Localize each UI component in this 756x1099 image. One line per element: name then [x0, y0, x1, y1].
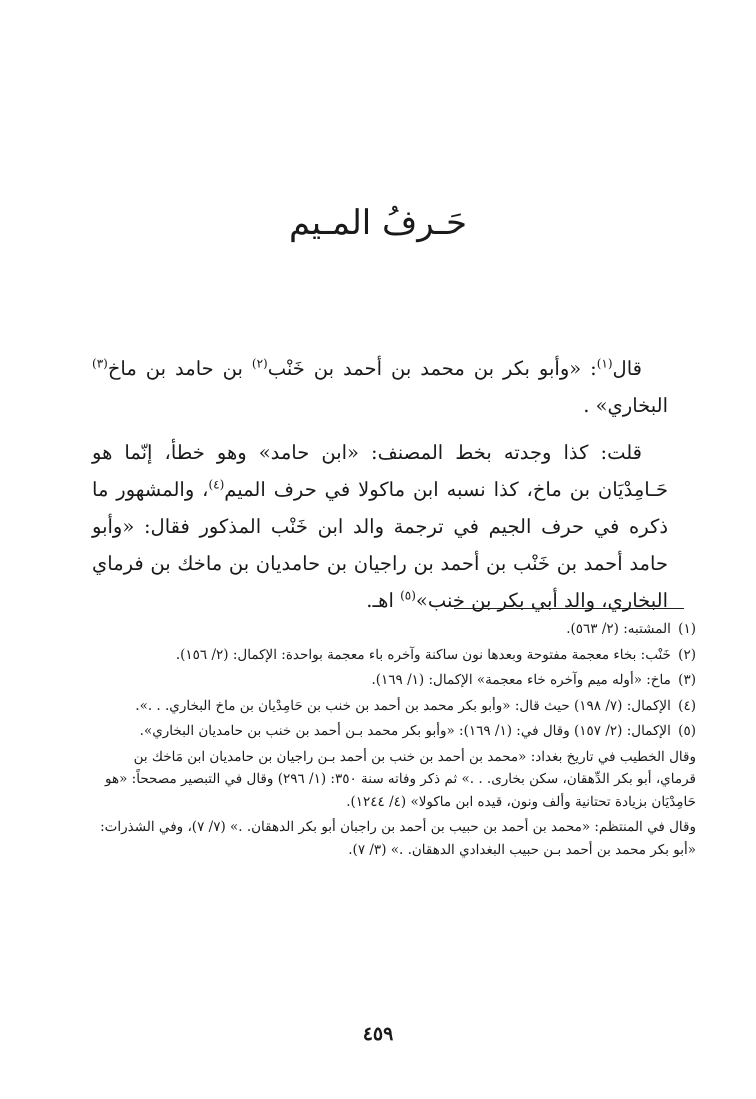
footnote-number: (٤)	[678, 697, 696, 714]
footnote-text: المشتبه: (٢/ ٥٦٣).	[566, 621, 671, 637]
footnote-2	[90, 644, 696, 667]
footnote-number: (١)	[678, 621, 696, 637]
p2-mid: ، والمشهور ما ذكره في حرف الجيم في ترجمة والد ابن خَنْب المذكور فقال: «وأبو حامد أحمد بن خَنْب بن أحمد بن راجيان بن حامديان بن ماخك بن فرماي البخاري، والد أبي بكر بن خنب»	[92, 478, 668, 612]
paragraph-2	[92, 434, 668, 619]
p2-pre: قلت: كذا وجدته بخط المصنف: «ابن حامد» وهو خطأ، إنّما هو حَـامِدْيَان بن ماخ، كذا نسبه ابن ماكولا في حرف الميم	[92, 441, 668, 501]
footnote-number: (٢)	[678, 646, 696, 663]
footnote-text: الإكمال: (٧/ ١٩٨) حيث قال: «وأبو بكر محمد بن أحمد بن خنب بن حَامِدْيان بن ماخ البخاري. . .».	[135, 697, 671, 714]
footnote-5-continuation-2: وقال في المنتظم: «محمد بن أحمد بن حبيب بن أحمد بن راجبان أبو بكر الدهقان. .» (٧/ ٧)، وفي الشذرات: «أبو بكر محمد بن أحمد بـن حبيب البغدادي الدهقان. .» (٣/ ٧).	[100, 819, 696, 858]
footnote-number: (٥)	[678, 723, 696, 739]
chapter-title: حَـرفُ المـيم	[288, 203, 468, 243]
footnotes	[90, 618, 696, 864]
footnote-5-continuation-1: وقال الخطيب في تاريخ بغداد: «محمد بن أحمد بن خنب بن أحمد بـن راجيان بن حامديان ابن مَاخك بن قرماي، أبو بكر الدِّهقان، سكن بخارى. . .» ثم ذكر وفاته سنة ٣٥٠: (١/ ٢٩٦) وقال في التبصير مصححاً: «هو حَامِدْيَان بزيادة تحتانية وألف ونون، قيده ابن ماكولا» (٤/ ١٢٤٤).	[105, 748, 696, 810]
footnote-ref-5[interactable]: (٥)	[400, 588, 416, 603]
footnote-ref-3[interactable]: (٣)	[92, 356, 108, 371]
p1-pre: قال	[612, 357, 642, 380]
footnote-3	[90, 669, 696, 692]
footnote-number: (٣)	[678, 672, 696, 688]
footnote-4	[90, 695, 696, 718]
p1-mid2: بن حامد بن ماخ	[107, 357, 252, 380]
page-number: ٤٥٩	[362, 1023, 394, 1045]
footnote-ref-2[interactable]: (٢)	[251, 356, 268, 371]
footnote-text: الإكمال: (٢/ ١٥٧) وقال في: (١/ ١٦٩): «وأبو بكر محمد بـن أحمد بن خنب بن حامديان البخاري».	[139, 723, 671, 739]
p1-end: البخاري» .	[583, 394, 668, 417]
footnote-text: خَنْب: بخاء معجمة مفتوحة وبعدها نون ساكنة وآخره باء معجمة بواحدة: الإكمال: (٢/ ١٥٦).	[175, 646, 671, 663]
paragraph-1	[92, 350, 668, 424]
p1-mid: : «وأبو بكر بن محمد بن أحمد بن خَنْب	[267, 357, 597, 380]
footnote-divider	[454, 608, 684, 609]
main-text	[92, 350, 668, 627]
footnote-text: ماخ: «أوله ميم وآخره خاء معجمة» الإكمال: (١/ ١٦٩).	[371, 672, 671, 688]
footnote-ref-4[interactable]: (٤)	[208, 477, 225, 492]
footnote-5	[90, 720, 696, 743]
footnote-1	[90, 618, 696, 641]
p2-end: اهـ.	[366, 589, 401, 612]
footnote-ref-1[interactable]: (١)	[596, 356, 613, 371]
